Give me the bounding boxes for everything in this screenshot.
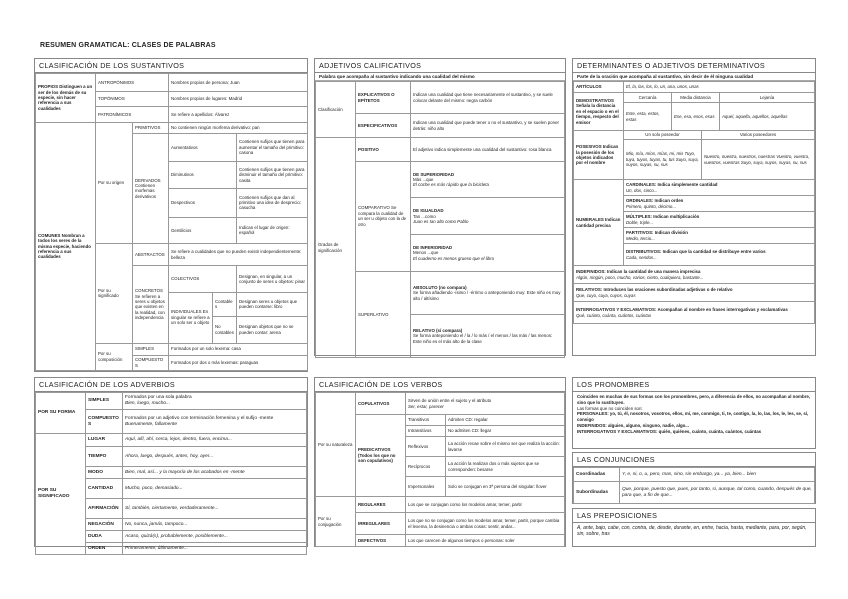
example-negacion: No, nunca, jamás, tampoco... — [123, 519, 307, 531]
label-gentilicios: Gentilicios — [169, 217, 237, 244]
label-diminutivos: Diminutivos — [169, 162, 237, 189]
label-comparativo: COMPARATIVO Se compara la cualidad de un ser u objeto con la de otro — [356, 161, 411, 271]
table-verbos — [315, 392, 565, 547]
label-duda: DUDA — [86, 531, 123, 543]
igu-title: DE IGUALDAD — [413, 208, 444, 214]
label-subordinadas: Subordinadas — [574, 482, 620, 504]
cell-indefinidos — [574, 266, 815, 284]
table-determinantes — [573, 81, 815, 324]
cell-relativo — [411, 314, 565, 357]
label-por-significado: Por su significado — [96, 244, 133, 343]
desc-no-contables: Designan objetos que no se pueden contar: arena — [237, 317, 308, 344]
desc-gentilicios: Indican el lugar de origen: español — [237, 217, 308, 244]
table-row — [36, 393, 307, 410]
desc-despectivos: Contienen sufijos que dan al primitivo una idea de desprecio: casucha — [237, 188, 308, 217]
desc-simples: Formados por un solo lexema: casa — [169, 343, 308, 355]
panel-header: CLASIFICACIÓN DE LOS ADVERBIOS — [35, 378, 307, 392]
panel-header: CLASIFICACIÓN DE LOS SUSTANTIVOS — [35, 59, 307, 73]
label-impersonales: Impersonales — [406, 477, 446, 497]
preposiciones-list: A, ante, bajo, cabe, con, contra, de, desde, durante, en, entre, hacia, hasta, mediante, para, por, según, sin, sobre, tras — [577, 525, 807, 538]
label-abstractos: ABSTRACTOS — [133, 244, 169, 266]
table-row — [574, 266, 815, 284]
panel-header: DETERMINANTES O ADJETIVOS DETERMINATIVOS — [573, 59, 815, 73]
inf-title: DE INFERIORIDAD — [413, 244, 453, 250]
label-simples: SIMPLES — [86, 393, 123, 410]
label-irregulares: IRREGULARES — [356, 513, 406, 535]
table-row — [574, 482, 815, 504]
pronombres-subtitle: Las formas que no coinciden son: — [577, 405, 643, 411]
inf-formula: Menos ...que — [413, 250, 439, 256]
label-grados: Grados de significación — [316, 138, 356, 358]
desc-especificativos: Indican una cualidad que puede tener o no el sustantivo, y se suelen poner detrás: niño alto — [411, 114, 565, 138]
label-regulares: REGULARES — [356, 497, 406, 513]
panel-header: LAS PREPOSICIONES — [573, 509, 815, 523]
label-numerales: NUMERALES Indican cantidad precisa — [574, 180, 624, 266]
pronombres-personales: PERSONALES: yo, tú, él, nosotros, vosotros, ellos, mí, me, conmigo, ti, te, contigo, la, lo, las, los, le, les, se, sí, consigo — [577, 411, 809, 423]
desc-defectivos: Los que carecen de algunos tiempos o personas: soler — [406, 535, 565, 547]
cell-simples — [123, 393, 307, 410]
panel-sustantivos — [34, 58, 308, 372]
table-row — [316, 393, 565, 415]
label-simples: SIMPLES — [133, 343, 169, 355]
cell-superioridad — [411, 161, 565, 198]
cardinales-example: Un, dos, cinco... — [626, 187, 658, 193]
partitivos-example: Medio, tercio... — [626, 235, 655, 241]
label-por-composicion: Por su composición — [96, 343, 133, 371]
cell-copulativos — [406, 393, 565, 415]
desc-impersonales: Solo se conjugan en 3ª persona del singular: llover — [446, 477, 565, 497]
inf-example: El cuaderno es menos grueso que el libro — [413, 255, 495, 261]
label-especificativos: ESPECIFICATIVOS — [356, 114, 411, 138]
cell-distributivos — [624, 244, 815, 266]
desc-irregulares: Los que no se conjugan como los modelos amar, temer, partir, porque cambia el lexema, la desinencia o ambas cosas: sentir, andar... — [406, 513, 565, 535]
igu-example: Juan es tan alto como Pablo — [413, 218, 469, 224]
table-row — [574, 284, 815, 302]
cell-interrogativos — [574, 302, 815, 324]
table-row — [574, 468, 815, 482]
desc-subordinadas: Que, porque, puesto que, pues, por tanto, si, aunque, tal como, cuando, después de que, para que, a fin de que... — [620, 482, 815, 504]
panel-subtitle: Palabra que acompaña al sustantivo indicando una cualidad del mismo — [315, 73, 565, 81]
partitivos-title: PARTITIVOS: Indican división — [626, 230, 688, 236]
interrogativos-title: INTERROGATIVOS Y EXCLAMATIVOS: Acompañan al nombre en frases interrogativas y exclamativas — [576, 307, 788, 313]
label-clasificacion: Clasificación — [316, 82, 356, 138]
label-antroponimos: ANTROPÓNIMOS — [96, 74, 169, 92]
head-media: Media distancia — [672, 93, 720, 103]
relativos-title: RELATIVOS: Introducen las oraciones subordinadas adjetivas o de relativo — [576, 287, 733, 293]
desc-colectivos: Designan, en singular, a un conjunto de seres u objetos: pinar — [237, 266, 308, 293]
label-compuestos: COMPUESTOS — [133, 355, 169, 370]
table-row — [36, 74, 308, 92]
distributivos-title: DISTRIBUTIVOS: Indican que la cantidad se distribuye entre varios — [626, 249, 766, 255]
pronombres-interrogativos: INTERROGATIVOS Y EXCLAMATIVOS: quién, quiénes, cuánto, cuánta, cuántos, cuántas — [577, 428, 762, 434]
panel-subtitle: Parte de la oración que acompaña al sustantivo, sin decir de él ninguna cualidad — [573, 73, 815, 81]
label-posesivos: POSESIVOS Indican la posesión de los objetos indicados por el nombre — [574, 131, 624, 180]
table-adverbios — [35, 392, 307, 555]
cell-igualdad — [411, 198, 565, 235]
label-por-conjugacion: Por su conjugación — [316, 497, 356, 547]
sup-formula: Más ...que — [413, 176, 434, 182]
table-row — [316, 82, 565, 114]
label-defectivos: DEFECTIVOS — [356, 535, 406, 547]
head-varios-poseedores: Varios poseedores — [702, 131, 815, 140]
desc-explicativos: Indican una cualidad que tiene necesariamente el sustantivo, y se suele colocar delante del mismo: negra carbón — [411, 82, 565, 114]
label-comunes: COMUNES Nombran a todos los seres de la misma especie, haciendo referencia a sus cualidades — [36, 122, 96, 370]
cell-relativos — [574, 284, 815, 302]
label-individuales: INDIVIDUALES En singular se refiere a un solo ser u objeto — [169, 292, 213, 343]
label-reflexivos: Reflexivos — [406, 437, 446, 457]
cell-absoluto — [411, 271, 565, 314]
example-afirmacion: Sí, también, ciertamente, verdaderamente... — [123, 499, 307, 519]
copulativos-desc: Sirven de unión entre el sujeto y el atributo — [408, 398, 492, 404]
panel-determinantes — [572, 58, 816, 356]
desc-regulares: Los que se conjugan como los modelos amar, temer, partir — [406, 497, 565, 513]
document-title: RESUMEN GRAMATICAL: CLASES DE PALABRAS — [40, 42, 216, 49]
label-cantidad: CANTIDAD — [86, 479, 123, 499]
table-row — [574, 82, 815, 93]
compuestos-desc: Formados por un adjetivo con terminación femenina y el sufijo -mente — [125, 415, 274, 421]
desc-coordinadas: Y, e, ni, o, u, pero, mas, sino, sin embargo, ya... ya, bien... bien — [620, 468, 815, 482]
desc-compuestos: Formados por dos o más lexemas: paraguas — [169, 355, 308, 370]
example-orden: Primeramente, últimamente... — [123, 543, 307, 555]
compuestos-example: Buenamente, fallamente — [125, 421, 177, 427]
rel-desc: Se forma anteponiendo el / la / lo más / el menos / las más / las menos: Este niño es el más alto de la clase — [413, 333, 553, 344]
desc-toponimos: Nombres propios de lugares: Madrid — [169, 91, 308, 106]
desc-positivo: El adjetivo indica simplemente una cualidad del sustantivo: rosa blanca — [411, 138, 565, 162]
desc-articulos: El, la, las, los, lo, un, una, unos, unas — [624, 82, 815, 93]
desc-lejania: Aquel, aquella, aquellos, aquellas — [720, 103, 815, 131]
label-aumentativos: Aumentativos — [169, 133, 237, 162]
desc-transitivos: Admiten CD: regalar — [446, 415, 565, 426]
label-primitivos: PRIMITIVOS — [133, 122, 169, 133]
table-row — [36, 434, 307, 447]
simples-example: Bien, luego, mucho... — [125, 401, 171, 406]
multiplos-title: MÚLTIPLES: Indican multiplicación — [626, 214, 700, 220]
desc-un-poseedor: Mío, mía, míos, mías, mi, mis Tuyo, tuya, tuyos, tuyas, tu, tus Suyo, suya, suyos, suyas, su, sus — [624, 140, 702, 180]
label-colectivos: COLECTIVOS — [169, 266, 237, 293]
table-row — [574, 302, 815, 324]
panel-pronombres — [572, 377, 816, 449]
table-row — [574, 131, 815, 140]
panel-adverbios — [34, 377, 308, 551]
label-por-significado: POR SU SIGNIFICADO — [36, 434, 86, 555]
cardinales-title: CARDINALES: Indica simplemente cantidad — [626, 182, 718, 188]
label-copulativos: COPULATIVOS — [356, 393, 406, 415]
desc-media: Ese, esa, esos, esas — [672, 103, 720, 131]
abs-desc: Se forma añadiendo -ísimo / -érrimo o anteponiendo muy: Este niño es muy alto / altísimo — [413, 290, 561, 301]
ordinales-example: Primero, quinto, décimo... — [626, 203, 677, 209]
panel-verbos — [314, 377, 566, 547]
panel-header: LOS PRONOMBRES — [573, 378, 815, 392]
desc-patronimicos: Se refiere a apellidos: Álvarez — [169, 107, 308, 122]
head-lejania: Lejanía — [720, 93, 815, 103]
pronombres-indefinidos: INDEFINIDOS: alguien, alguno, ninguno, nadie, algo... — [577, 422, 689, 428]
desc-abstractos: Se refiere a cualidades que no pueden existir independientemente: belleza — [169, 244, 308, 266]
cell-compuestos — [123, 410, 307, 434]
cell-partitivos — [624, 228, 815, 244]
panel-preposiciones — [572, 508, 816, 547]
example-modo: Bien, mal, así... y la mayoría de los acabados en -mente — [123, 467, 307, 479]
cell-multiplos — [624, 212, 815, 228]
table-row — [316, 138, 565, 162]
example-tiempo: Ahora, luego, después, antes, hoy, ayer... — [123, 447, 307, 467]
label-negacion: NEGACIÓN — [86, 519, 123, 531]
label-orden: ORDEN — [86, 543, 123, 555]
label-intransitivos: Intransitivos — [406, 426, 446, 437]
label-toponimos: TOPÓNIMOS — [96, 91, 169, 106]
label-articulos: ARTÍCULOS — [574, 82, 624, 93]
label-por-forma: POR SU FORMA — [36, 393, 86, 434]
label-positivo: POSITIVO — [356, 138, 411, 162]
indefinidos-title: INDEFINIDOS: Indican la cantidad de una manera imprecisa — [576, 269, 701, 275]
desc-aumentativos: Contienen sufijos que tienen para aumentar el tamaño del primitivo: casona — [237, 133, 308, 162]
sup-example: El coche es más rápido que la bicicleta — [413, 182, 489, 188]
label-patronimicos: PATRONÍMICOS — [96, 107, 169, 122]
label-compuestos: COMPUESTOS — [86, 410, 123, 434]
desc-diminutivos: Contienen sufijos que tienen para disminuir el tamaño del primitivo: casita — [237, 162, 308, 189]
table-row — [316, 497, 565, 513]
interrogativos-example: Qué, cuánto, cuánta, cuántos, cuántas — [576, 312, 652, 318]
panel-header: CLASIFICACIÓN DE LOS VERBOS — [315, 378, 565, 392]
head-un-poseedor: Un solo poseedor — [624, 131, 702, 140]
multiplos-example: Doble, triple... — [626, 219, 654, 225]
label-contables: Contables — [213, 292, 237, 316]
pronombres-intro: Coinciden en muchas de sus formas con los pronombres, pero, a diferencia de ellos, no acompañan al nombre, sino que lo sustituyen. — [577, 394, 811, 405]
label-afirmacion: AFIRMACIÓN — [86, 499, 123, 519]
label-demostrativos: DEMOSTRATIVOS Señala la distancia en el espacio o en el tiempo, respecto del emisor — [574, 93, 624, 131]
label-derivados: DERIVADOS Contienen morfemas derivativos — [133, 133, 169, 243]
panel-adjetivos — [314, 58, 566, 356]
cell-inferioridad — [411, 235, 565, 272]
label-concretos: CONCRETOS Se refieren a seres u objetos que existen en la realidad, con independencia — [133, 266, 169, 343]
label-superlativo: SUPERLATIVO — [356, 271, 411, 357]
pronombres-body — [573, 392, 815, 437]
label-predicativos: PREDICATIVOS (Todos los que no son copulativos) — [356, 415, 406, 497]
example-cantidad: Mucho, poco, demasiado... — [123, 479, 307, 499]
label-despectivos: Despectivos — [169, 188, 237, 217]
desc-contables: Designan seres u objetos que pueden contarse: libro — [237, 292, 308, 316]
desc-antroponimos: Nombres propios de persona: Juan — [169, 74, 308, 92]
label-propios: PROPIOS Distinguen a un ser de los demás de su especie, sin hacer referencia a sus cualidades — [36, 74, 96, 123]
example-duda: Acaso, quizá(s), probablemente, posiblemente... — [123, 531, 307, 543]
table-adjetivos — [315, 81, 565, 358]
example-lugar: Aquí, allí, ahí, cerca, lejos, dentro, fuera, encima... — [123, 434, 307, 447]
panel-header: LAS CONJUNCIONES — [573, 453, 815, 467]
abs-title: ABSOLUTO (no compara) — [413, 284, 467, 290]
sup-title: DE SUPERIORIDAD — [413, 171, 454, 177]
cell-cardinales — [624, 180, 815, 196]
desc-primitivos: No contienen ningún morfema derivativo: pan — [169, 122, 308, 133]
label-no-contables: No contables — [213, 317, 237, 344]
desc-reflexivos: La acción recae sobre el mismo ser que realiza la acción: lavarse — [446, 437, 565, 457]
panel-header: ADJETIVOS CALIFICATIVOS — [315, 59, 565, 73]
desc-reciprocos: La acción la realizan dos o más sujetos que se corresponden: besarse — [446, 457, 565, 477]
table-row — [36, 122, 308, 133]
igu-formula: Tan ...como — [413, 213, 436, 219]
distributivos-example: Cada, sendos... — [626, 254, 657, 260]
table-sustantivos — [35, 73, 308, 371]
label-reciprocos: Recíprocos — [406, 457, 446, 477]
cell-ordinales — [624, 196, 815, 212]
desc-cercania: Este, esta, estos, estas — [624, 103, 672, 131]
label-por-naturaleza: Por su naturaleza — [316, 393, 356, 497]
head-cercania: Cercanía — [624, 93, 672, 103]
copulativos-example: Ser, estar, parecer — [408, 403, 444, 409]
label-modo: MODO — [86, 467, 123, 479]
rel-title: RELATIVO (sí compara) — [413, 327, 463, 333]
table-row — [574, 180, 815, 196]
label-tiempo: TIEMPO — [86, 447, 123, 467]
label-transitivos: Transitivos — [406, 415, 446, 426]
label-lugar: LUGAR — [86, 434, 123, 447]
label-coordinadas: Coordinadas — [574, 468, 620, 482]
label-explicativos: EXPLICATIVOS O EPÍTETOS — [356, 82, 411, 114]
panel-conjunciones — [572, 452, 816, 504]
ordinales-title: ORDINALES: Indican orden — [626, 198, 684, 204]
desc-varios-poseedores: Nuestro, nuestra, nuestros, nuestras Vuestro, vuestra, vuestros, vuestras Suyo, suya, suyos, suyas, su, sus — [702, 140, 815, 180]
simples-desc: Formados por una sola palabra — [125, 395, 192, 400]
table-conjunciones — [573, 467, 815, 504]
desc-intransitivos: No admiten CD: llegar — [446, 426, 565, 437]
label-por-origen: Por su origen — [96, 122, 133, 244]
indefinidos-example: Algún, ningún, poco, mucho, varios, cierto, cualquiera, bastante... — [576, 274, 704, 280]
relativos-example: Que, cuyo, cuya, cuyos, cuyas — [576, 292, 636, 298]
table-row — [574, 93, 815, 103]
